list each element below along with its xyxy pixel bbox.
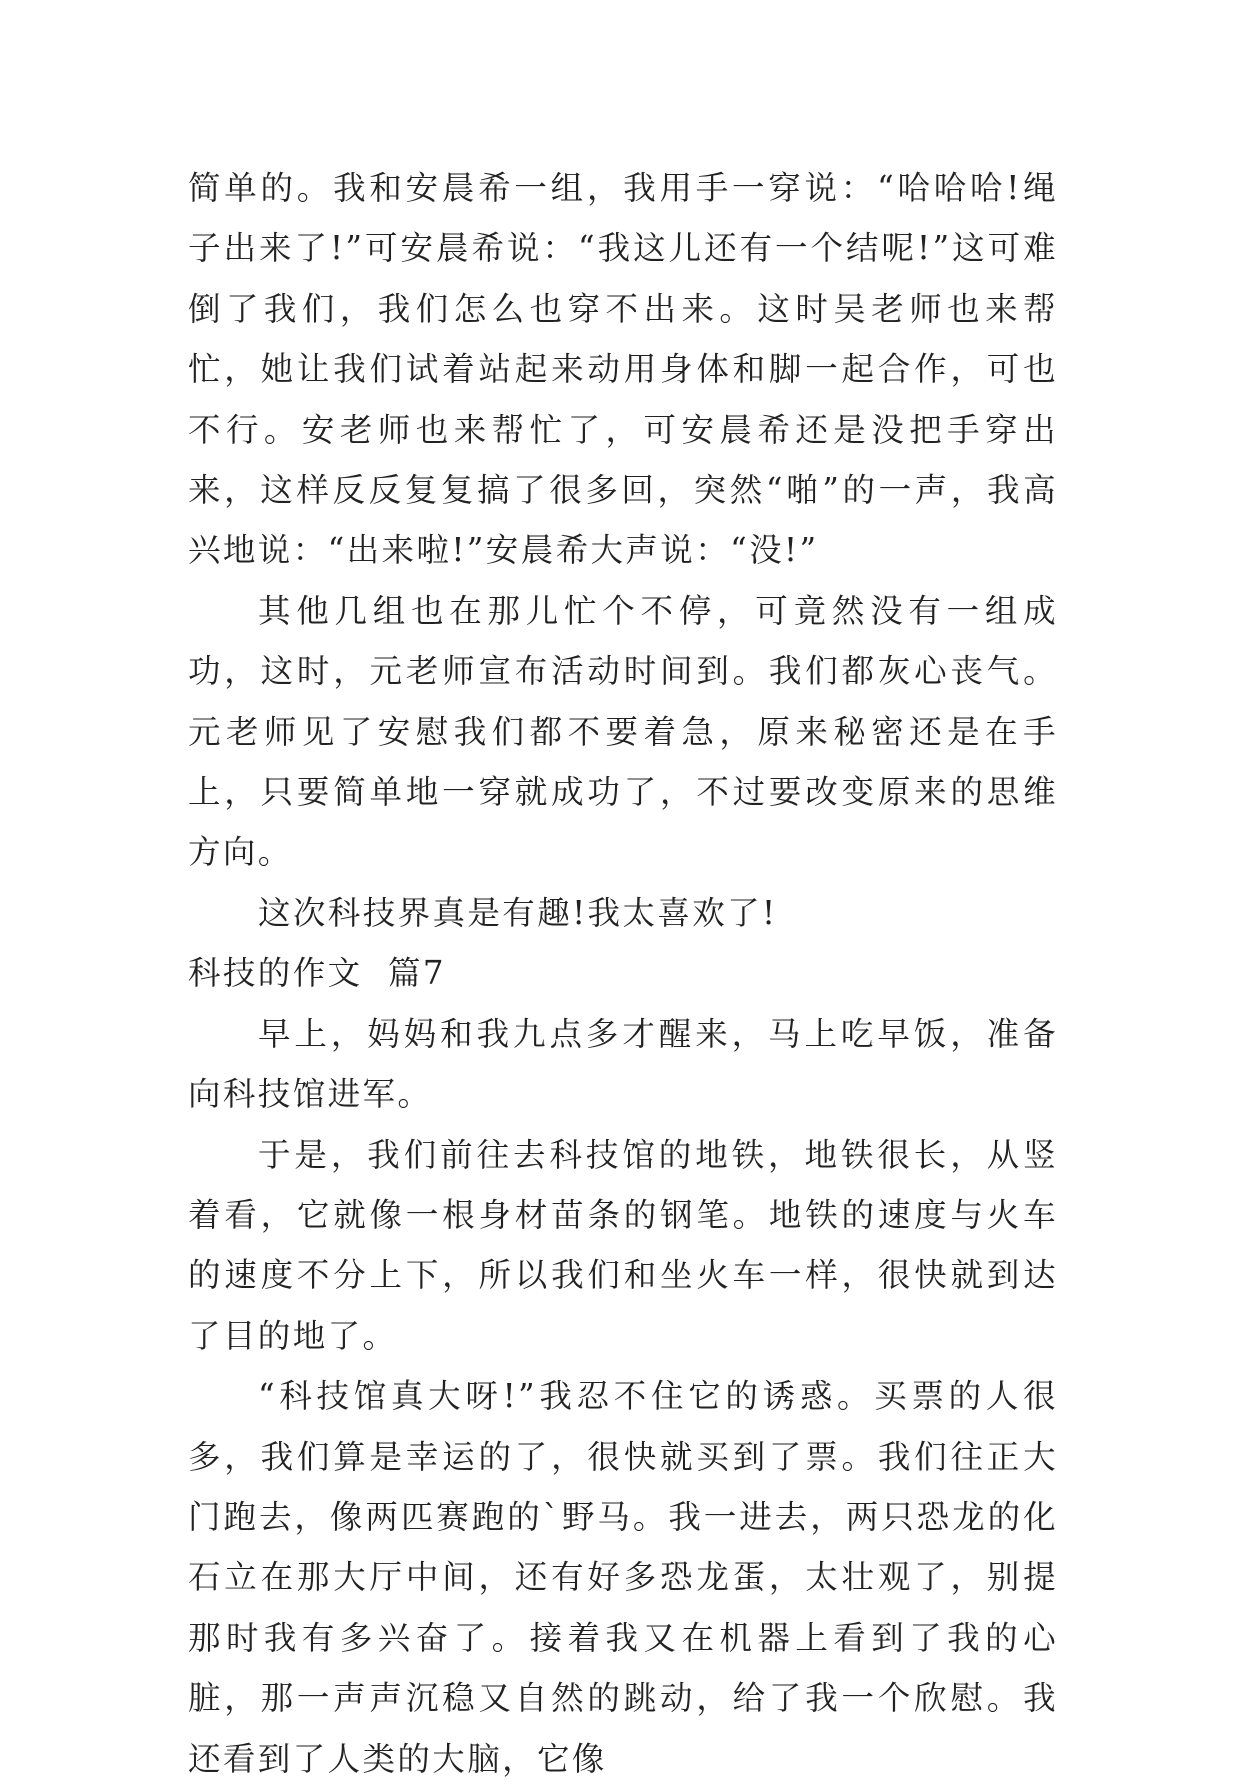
paragraph: 其他几组也在那儿忙个不停，可竟然没有一组成功，这时，元老师宣布活动时间到。我们都灰心丧气。元老师见了安慰我们都不要着急，原来秘密还是在手上，只要简单地一穿就成功了，不过要改变原来的思维方向。: [188, 591, 1058, 872]
paragraph: 于是，我们前往去科技馆的地铁，地铁很长，从竖着看，它就像一根身材苗条的钢笔。地铁的速度与火车的速度不分上下，所以我们和坐火车一样，很快就到达了目的地了。: [188, 1135, 1058, 1355]
document-body: [188, 158, 1058, 1789]
paragraph: “科技馆真大呀!”我忍不住它的诱惑。买票的人很多，我们算是幸运的了，很快就买到了票。我们往正大门跑去，像两匹赛跑的`野马。我一进去，两只恐龙的化石立在那大厅中间，还有好多恐龙蛋，太壮观了，别提那时我有多兴奋了。接着我又在机器上看到了我的心脏，那一声声沉稳又自然的跳动，给了我一个欣慰。我还看到了人类的大脑，它像: [188, 1377, 1058, 1778]
paragraph: 早上，妈妈和我九点多才醒来，马上吃早饭，准备向科技馆进军。: [188, 1014, 1058, 1114]
paragraph: 这次科技界真是有趣!我太喜欢了!: [258, 893, 778, 932]
section-heading: 科技的作文 篇7: [188, 954, 446, 993]
paragraph-continued: 简单的。我和安晨希一组，我用手一穿说：“哈哈哈!绳子出来了!”可安晨希说：“我这儿还有一个结呢!”这可难倒了我们，我们怎么也穿不出来。这时吴老师也来帮忙，她让我们试着站起来动用身体和脚一起合作，可也不行。安老师也来帮忙了，可安晨希还是没把手穿出来，这样反反复复搞了很多回，突然“啪”的一声，我高兴地说：“出来啦!”安晨希大声说：“没!”: [188, 169, 1058, 570]
